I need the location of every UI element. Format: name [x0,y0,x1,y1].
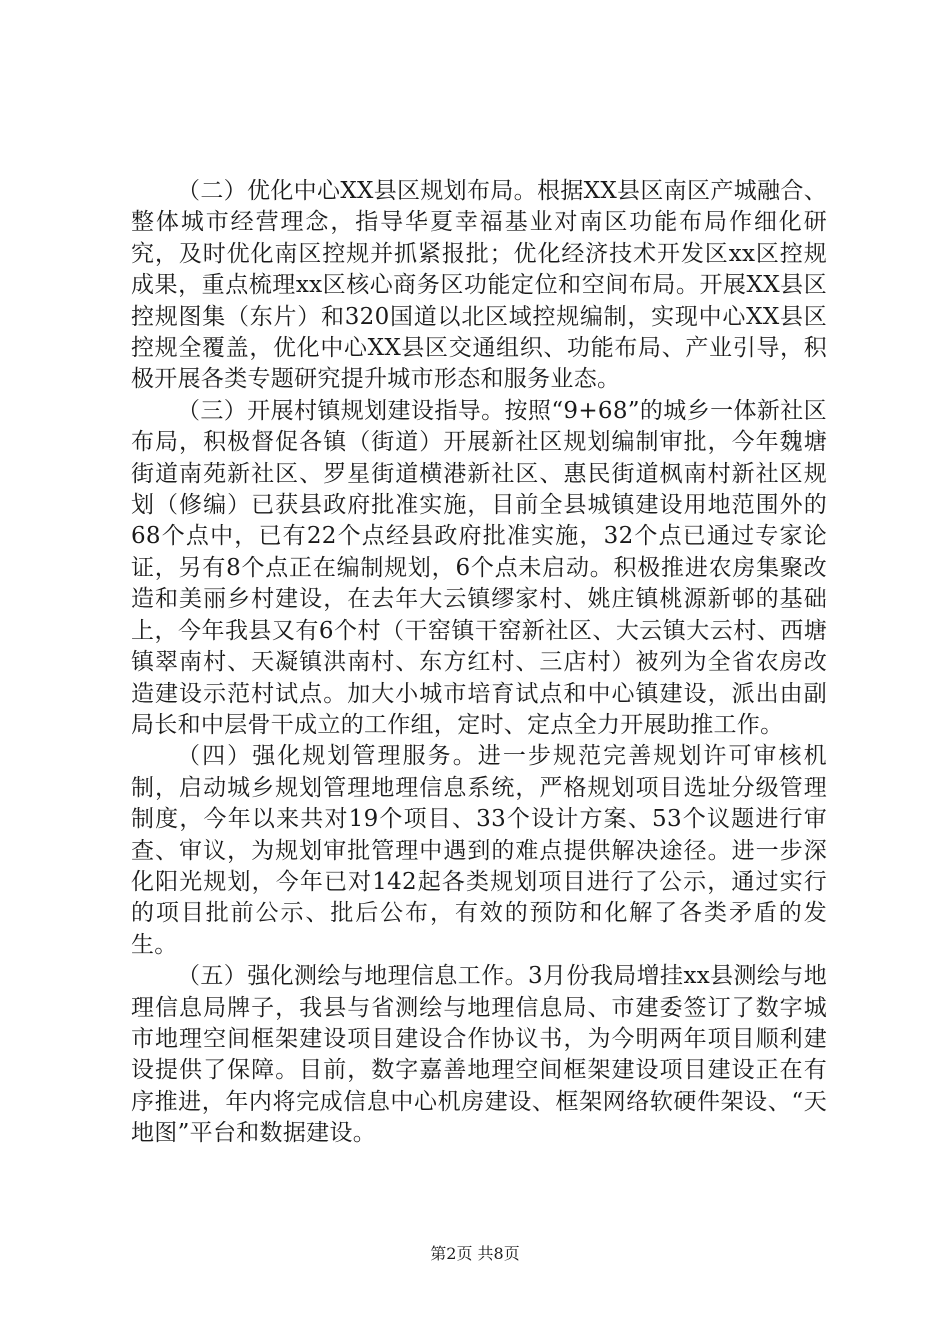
paragraph-4-planning-management: （四）强化规划管理服务。进一步规范完善规划许可审核机制，启动城乡规划管理地理信息系统，严格规划项目选址分级管理制度，今年以来共对19个项目、33个设计方案、53个议题进行审查、审议，为规划审批管理中遇到的难点提供解决途径。进一步深化阳光规划，今年已对142起各类规划项目进行了公示，通过实行的项目批前公示、批后公布，有效的预防和化解了各类矛盾的发生。 [131,743,827,958]
paragraph-2-planning-layout: （二）优化中心XX县区规划布局。根据XX县区南区产城融合、整体城市经营理念，指导华夏幸福基业对南区功能布局作细化研究，及时优化南区控规并抓紧报批；优化经济技术开发区xx区控规成果，重点梳理xx区核心商务区功能定位和空间布局。开展XX县区控规图集（东片）和320国道以北区域控规编制，实现中心XX县区控规全覆盖，优化中心XX县区交通组织、功能布局、产业引导，积极开展各类专题研究提升城市形态和服务业态。 [131,178,827,393]
document-body [131,176,827,1150]
paragraph-3-village-planning: （三）开展村镇规划建设指导。按照“9+68”的城乡一体新社区布局，积极督促各镇（街道）开展新社区规划编制审批，今年魏塘街道南苑新社区、罗星街道横港新社区、惠民街道枫南村新社区规划（修编）已获县政府批准实施，目前全县城镇建设用地范围外的68个点中，已有22个点经县政府批准实施，32个点已通过专家论证，另有8个点正在编制规划，6个点未启动。积极推进农房集聚改造和美丽乡村建设，在去年大云镇缪家村、姚庄镇桃源新邨的基础上，今年我县又有6个村（干窑镇干窑新社区、大云镇大云村、西塘镇翠南村、天凝镇洪南村、东方红村、三店村）被列为全省农房改造建设示范村试点。加大小城市培育试点和中心镇建设，派出由副局长和中层骨干成立的工作组，定时、定点全力开展助推工作。 [131,397,827,738]
paragraph-5-surveying-mapping: （五）强化测绘与地理信息工作。3月份我局增挂xx县测绘与地理信息局牌子，我县与省测绘与地理信息局、市建委签订了数字城市地理空间框架建设项目建设合作协议书，为今明两年项目顺利建设提供了保障。目前，数字嘉善地理空间框架建设项目建设正在有序推进，年内将完成信息中心机房建设、框架网络软硬件架设、“天地图”平台和数据建设。 [131,963,827,1147]
page-number-footer: 第2页 共8页 [430,1244,520,1263]
